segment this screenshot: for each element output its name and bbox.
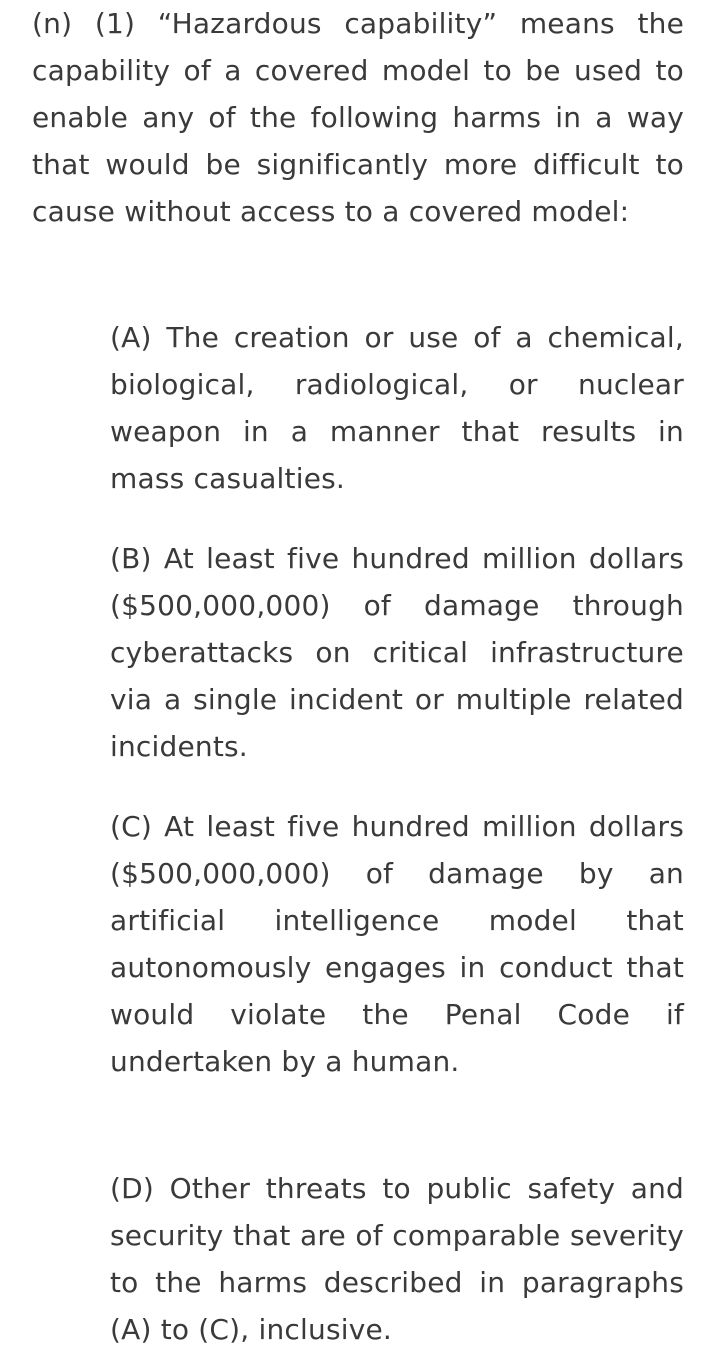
subparagraph-d: (D) Other threats to public safety and security that are of comparable severity to the harms described in paragraphs (A) to (C), inclusive. bbox=[110, 1172, 684, 1346]
subparagraph-b: (B) At least five hundred million dollars ($500,000,000) of damage through cyberattacks on critical infrastructure via a single incident or multiple related incidents. bbox=[110, 542, 684, 763]
subparagraph-a: (A) The creation or use of a chemical, biological, radiological, or nuclear weapon in a manner that results in mass casualties. bbox=[110, 321, 684, 495]
subparagraph-c: (C) At least five hundred million dollars ($500,000,000) of damage by an artificial intelligence model that autonomously engages in conduct that would violate the Penal Code if undertaken by a human. bbox=[110, 810, 684, 1078]
definition-paragraph: (n) (1) “Hazardous capability” means the capability of a covered model to be used to enable any of the following harms in a way that would be significantly more difficult to cause without access to a covered model: bbox=[32, 7, 684, 228]
